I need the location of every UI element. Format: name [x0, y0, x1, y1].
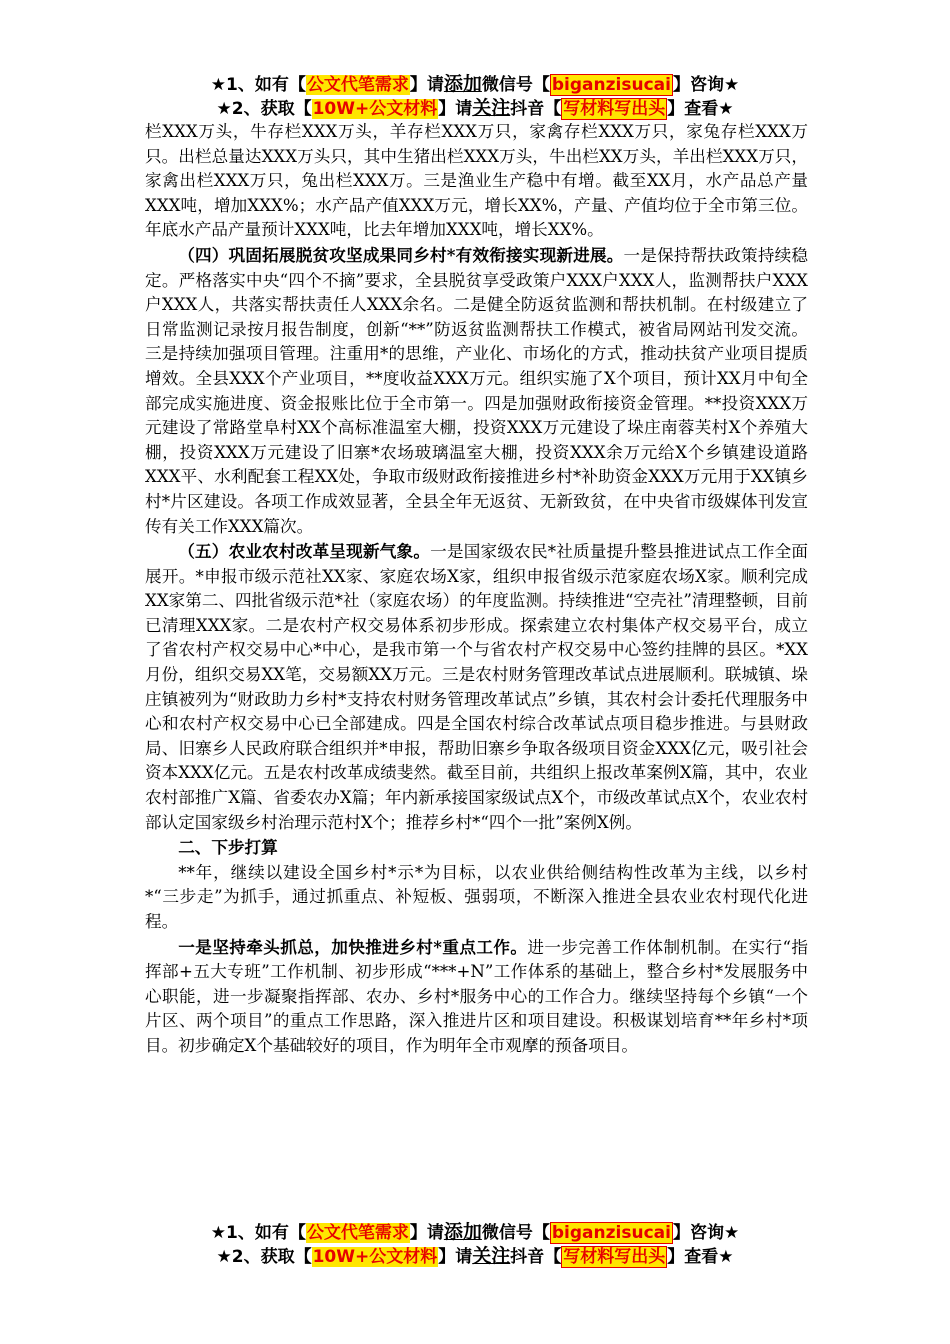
- douyin-id: 写材料写出头: [563, 1247, 666, 1267]
- paragraph-poverty: （四）巩固拓展脱贫攻坚成果同乡村*有效衔接实现新进展。一是保持帮扶政策持续稳定。严格落实中央“四个不摘”要求，全县脱贫享受政策户XXX户XXX人，监测帮扶户XXX户XXX人，共落实帮扶责任人XXX余名。二是健全防返贫监测和帮扶机制。在村级建立了日常监测记录按月报告制度，创新“**”防返贫监测帮扶工作模式，被省局网站刊发交流。三是持续加强项目管理。注重用*的思维，产业化、市场化的方式，推动扶贫产业项目提质增效。全县XXX个产业项目，**度收益XXX万元。组织实施了X个项目，预计XX月中旬全部完成实施进度、资金报账比位于全市第一。四是加强财政衔接资金管理。**投资XXX万元建设了常路堂阜村XX个高标准温室大棚，投资XXX万元建设了垛庄南蓉芙村X个养殖大棚，投资XXX万元建设了旧寨*农场玻璃温室大棚，投资XXX余万元给X个乡镇建设道路XXX平、水利配套工程XX处，争取市级财政衔接推进乡村*补助资金XXX万元用于XX镇乡村*片区建设。各项工作成效显著，全县全年无返贫、无新致贫，在中央省市级媒体刊发宣传有关工作XXX篇次。: [145, 244, 808, 536]
- section-heading-4: （四）巩固拓展脱贫攻坚成果同乡村*有效衔接实现新进展。: [178, 244, 624, 265]
- paragraph-livestock: 栏XXX万头，牛存栏XXX万头，羊存栏XXX万只，家禽存栏XXX万只，家兔存栏XXX万只。出栏总量达XXX万头只，其中生猪出栏XXX万头，牛出栏XX万头，羊出栏XXX万只，家禽出栏XXX万只，兔出栏XXX万。三是渔业生产稳中有增。截至XX月，水产品总产量XXX吨，增加XXX%；水产品产值XXX万元，增长XX%，产量、产值均位于全市第三位。年底水产品产量预计XXX吨，比去年增加XXX吨，增长XX%。: [145, 122, 808, 240]
- document-body: [145, 120, 808, 1059]
- wechat-id: biganzisucai: [551, 1223, 671, 1243]
- highlight-service: 公文代笔需求: [306, 75, 409, 95]
- highlight-service: 公文代笔需求: [306, 1223, 409, 1243]
- paragraph-plan-one: 一是坚持牵头抓总，加快推进乡村*重点工作。进一步完善工作体制机制。在实行“指挥部+五大专班”工作机制、初步形成“***+N”工作体系的基础上，整合乡村*发展服务中心职能，进一步凝聚指挥部、农办、乡村*服务中心的工作合力。继续坚持每个乡镇“一个片区、两个项目”的重点工作思路，深入推进片区和项目建设。积极谋划培育**年乡村*项目。初步确定X个基础较好的项目，作为明年全市观摩的预备项目。: [145, 936, 808, 1055]
- highlight-materials: 10W+公文材料: [312, 99, 438, 119]
- promo-banner-bottom-line1: ★1、如有【公文代笔需求】请添加微信号【 biganzisucai 】咨询★: [210, 1221, 740, 1243]
- douyin-id: 写材料写出头: [563, 99, 666, 119]
- paragraph-plan-intro: **年，继续以建设全国乡村*示*为目标，以农业供给侧结构性改革为主线，以乡村*“三步走”为抓手，通过抓重点、补短板、强弱项，不断深入推进全县农业农村现代化进程。: [145, 862, 808, 931]
- paragraph-reform: （五）农业农村改革呈现新气象。一是国家级农民*社质量提升整县推进试点工作全面展开。*申报市级示范社XX家、家庭农场X家，组织申报省级示范家庭农场X家。顺利完成XX家第二、四批省级示范*社（家庭农场）的年度监测。持续推进“空壳社”清理整顿，目前已清理XXX家。二是农村产权交易体系初步形成。探索建立农村集体产权交易平台，成立了省农村产权交易中心*中心，是我市第一个与省农村产权交易中心签约挂牌的县区。*XX月份，组织交易XX笔，交易额XX万元。三是农村财务管理改革试点进展顺利。联城镇、垛庄镇被列为“财政助力乡村*支持农村财务管理改革试点”乡镇，其农村会计委托代理服务中心和农村产权交易中心已全部建成。四是全国农村综合改革试点项目稳步推进。与县财政局、旧寨乡人民政府联合组织并*申报，帮助旧寨乡争取各级项目资金XXX亿元，吸引社会资本XXX亿元。五是农村改革成绩斐然。截至目前，共组织上报改革案例X篇，其中，农业农村部推广X篇、省委农办X篇；年内新承接国家级试点X个，市级改革试点X个，农业农村部认定国家级乡村治理示范村X个；推荐乡村*“四个一批”案例X例。: [145, 541, 809, 832]
- promo-banner-top-line2: ★2、获取【10W+公文材料】请关注抖音【 写材料写出头 】查看★: [216, 97, 734, 119]
- section-heading-next-steps: 二、下步打算: [178, 837, 278, 858]
- section-heading-5: （五）农业农村改革呈现新气象。: [178, 541, 431, 562]
- promo-banner-top-line1: ★1、如有【公文代笔需求】请添加微信号【 biganzisucai 】咨询★: [210, 73, 740, 95]
- promo-banner-bottom-line2: ★2、获取【10W+公文材料】请关注抖音【 写材料写出头 】查看★: [216, 1245, 734, 1267]
- plan-heading-one: 一是坚持牵头抓总，加快推进乡村*重点工作。: [178, 936, 528, 957]
- highlight-materials: 10W+公文材料: [312, 1247, 438, 1267]
- wechat-id: biganzisucai: [551, 75, 671, 95]
